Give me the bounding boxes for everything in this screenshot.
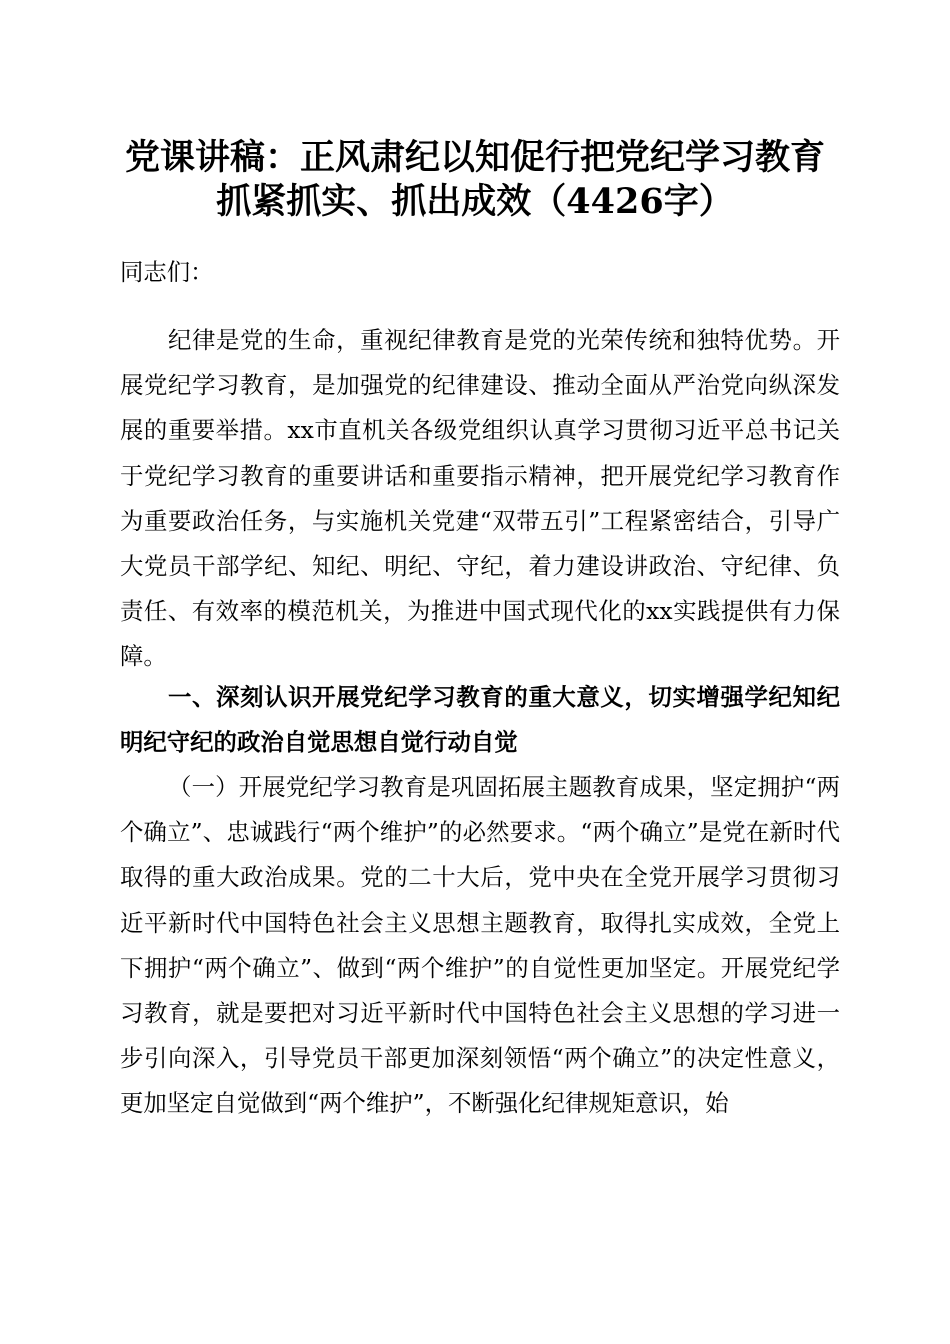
document-title-line-2: 抓紧抓实、抓出成效（4426字）: [216, 181, 734, 222]
section-heading-1: 一、深刻认识开展党纪学习教育的重大意义，切实增强学纪知纪明纪守纪的政治自觉思想自觉行动自觉: [120, 683, 840, 757]
paragraph-intro: 纪律是党的生命，重视纪律教育是党的光荣传统和独特优势。开展党纪学习教育，是加强党的纪律建设、推动全面从严治党向纵深发展的重要举措。xx市直机关各级党组织认真学习贯彻习近平总书记关于党纪学习教育的重要讲话和重要指示精神，把开展党纪学习教育作为重要政治任务，与实施机关党建“双带五引”工程紧密结合，引导广大党员干部学纪、知纪、明纪、守纪，着力建设讲政治、守纪律、负责任、有效率的模范机关，为推进中国式现代化的xx实践提供有力保障。: [120, 326, 840, 671]
greeting: 同志们：: [120, 258, 214, 286]
document-title-line-1: 党课讲稿：正风肃纪以知促行把党纪学习教育: [124, 137, 825, 178]
paragraph-subsection-1: （一）开展党纪学习教育是巩固拓展主题教育成果，坚定拥护“两个确立”、忠诚践行“两个维护”的必然要求。“两个确立”是党在新时代取得的重大政治成果。党的二十大后，党中央在全党开展学习贯彻习近平新时代中国特色社会主义思想主题教育，取得扎实成效，全党上下拥护“两个确立”、做到“两个维护”的自觉性更加坚定。开展党纪学习教育，就是要把对习近平新时代中国特色社会主义思想的学习进一步引向深入，引导党员干部更加深刻领悟“两个确立”的决定性意义，更加坚定自觉做到“两个维护”，不断强化纪律规矩意识，始: [120, 773, 840, 1118]
